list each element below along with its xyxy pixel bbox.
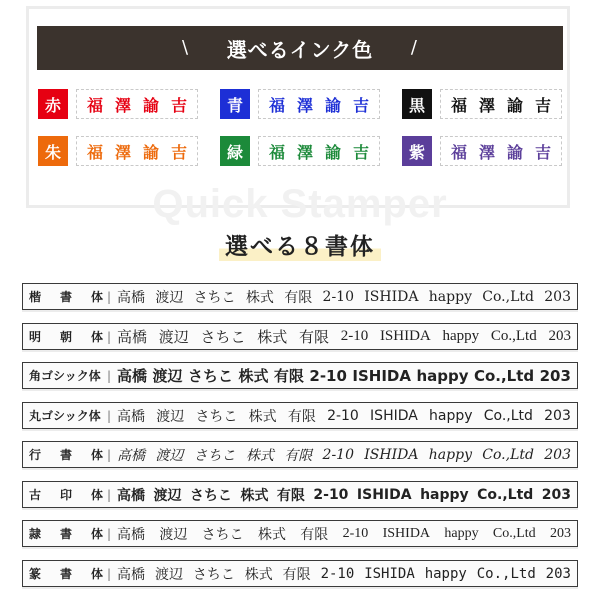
ink-sample-char: 福 [450,142,467,162]
ink-color-sample [440,89,562,119]
font-sample [117,524,577,544]
font-sample [117,365,577,386]
font-sample-word: Co.,Ltd [477,486,534,503]
font-name-char: 体 [90,448,103,462]
font-sample-word: happy [424,565,467,582]
ink-sample-char: 澤 [478,95,495,115]
font-sample-word: 203 [544,407,571,424]
font-sample-word: 203 [548,328,571,344]
font-sample-word: ISHIDA [364,446,419,463]
font-name [23,288,107,305]
font-sample-word: 渡辺 [156,408,185,425]
ink-color-swatch: 紫 [402,136,432,166]
ink-color-swatch: 緑 [220,136,250,166]
font-sample-word: 有限 [284,289,313,306]
ink-sample-char: 福 [86,142,103,162]
font-sample-word: 渡辺 [155,447,184,464]
font-sample-word: ISHIDA [364,565,415,582]
font-sample-word: 高橋 [117,487,146,504]
font-sample-word: Co.,Ltd [482,288,534,305]
font-sample-word: happy [420,486,469,503]
font-sample-word: ISHIDA [370,407,418,424]
font-sample-word: 203 [545,565,571,582]
font-sample-word: 渡辺 [158,330,189,346]
font-sample-word: 有限 [287,408,316,425]
ink-sample-char: 吉 [170,95,187,115]
ink-sample-char: 福 [268,142,285,162]
font-sample [117,445,577,465]
ink-sample-char: 吉 [170,142,187,162]
ink-color-sample [258,136,380,166]
font-sample-word: 2-10 [340,328,369,344]
font-sample-word: happy [416,366,469,385]
font-sample-word: 2-10 [322,446,354,463]
font-name-char: 体 [90,567,103,581]
font-name [23,407,107,424]
ink-sample-char: 吉 [352,142,369,162]
font-name-char: 丸ゴシック体 [29,409,101,423]
font-sample-word: 有限 [284,447,313,464]
font-sample-word: さちこ [193,447,236,464]
font-row-separator: | [107,329,112,344]
font-sample-word: 高橋 [117,527,146,543]
font-row [22,362,578,389]
font-sample-word: Co.,Ltd [483,407,533,424]
ink-color-sample [258,89,380,119]
font-sample-word: さちこ [189,487,232,504]
font-name-char: 明 [29,330,42,344]
font-sample-word: 2-10 [342,525,369,541]
font-row-separator: | [107,368,112,383]
font-sample-word: 渡辺 [159,527,188,543]
font-sample-word: 渡辺 [155,289,184,306]
font-sample-word: Co.,Ltd [476,565,536,582]
font-name [23,525,107,542]
font-sample-word: 株式 [238,367,269,385]
font-row-separator: | [107,526,112,541]
font-sample [117,326,577,347]
font-sample-word: 2-10 [322,288,354,305]
ink-sample-char: 福 [86,95,103,115]
font-sample-word: さちこ [192,566,235,583]
font-section-title: 選べる８書体 [219,228,381,261]
font-name-char: 体 [90,488,103,502]
font-sample-word: さちこ [195,408,238,425]
font-sample-word: 2-10 [327,407,359,424]
ink-sample-char: 諭 [506,95,523,115]
font-sample-word: happy [442,328,480,344]
font-sample-word: さちこ [193,289,236,306]
font-sample-word: ISHIDA [379,328,431,344]
ink-section-title: 選べるインク色 [226,37,374,62]
font-row [22,323,578,350]
font-sample-word: 高橋 [117,408,146,425]
font-section-heading [0,228,600,261]
ink-color-item [38,136,198,168]
font-sample-word: happy [429,407,473,424]
font-sample-word: Co.,Ltd [482,446,534,463]
font-row [22,481,578,508]
ink-color-sample [76,136,198,166]
font-name-char: 書 [59,290,72,304]
font-name-char: 書 [59,448,72,462]
font-sample-word: 渡辺 [153,487,182,504]
ink-color-swatch: 黒 [402,89,432,119]
font-name-char: 楷 [29,290,42,304]
ink-color-item [220,136,380,168]
font-sample-word: happy [428,446,472,463]
font-sample-word: 有限 [273,367,304,385]
font-sample-word: 2-10 [320,565,355,582]
font-row [22,283,578,310]
ink-sample-char: 澤 [478,142,495,162]
font-sample [117,287,577,307]
font-name [23,367,107,384]
font-sample-word: 株式 [257,330,288,346]
font-row [22,520,578,547]
font-sample-word: さちこ [200,330,246,346]
ink-color-item [402,89,562,121]
font-sample-word: さちこ [201,527,244,543]
font-name [23,565,107,582]
ink-sample-char: 諭 [506,142,523,162]
font-sample-word: ISHIDA [356,486,412,503]
ink-sample-char: 澤 [296,95,313,115]
font-sample-word: ISHIDA [364,288,419,305]
font-sample [117,564,577,584]
font-sample-word: 高橋 [117,330,148,346]
font-sample-word: Co.,Ltd [473,366,535,385]
font-sample-word: 株式 [245,447,274,464]
ink-section-banner [37,26,563,70]
font-name [23,328,107,345]
font-row-separator: | [107,447,112,462]
font-name-char: 書 [59,527,72,541]
font-sample-word: さちこ [187,367,233,385]
font-name-char: 行 [29,448,42,462]
font-row [22,402,578,429]
font-sample-word: 渡辺 [152,367,183,385]
ink-sample-char: 吉 [352,95,369,115]
ink-color-grid [38,89,562,169]
ink-color-swatch: 赤 [38,89,68,119]
ink-sample-char: 諭 [142,95,159,115]
font-row-separator: | [107,289,112,304]
font-name-char: 篆 [29,567,42,581]
font-name-char: 体 [90,290,103,304]
ink-color-item [220,89,380,121]
font-sample-word: 高橋 [117,289,146,306]
font-name-char: 体 [90,527,103,541]
font-sample-word: 有限 [298,330,329,346]
watermark: Quick Stamper [152,182,448,226]
font-sample-word: happy [444,525,479,541]
font-sample-word: 株式 [240,487,269,504]
banner-slash-right: / [410,37,418,58]
font-sample-word: Co.,Ltd [490,328,537,344]
font-row [22,560,578,587]
font-row-separator: | [107,566,112,581]
ink-color-sample [76,89,198,119]
font-row [22,441,578,468]
font-sample-word: 203 [549,525,571,541]
ink-color-item [402,136,562,168]
font-name-char: 古 [29,488,42,502]
font-name-char: 角ゴシック体 [29,369,101,383]
ink-color-swatch: 青 [220,89,250,119]
ink-sample-char: 吉 [534,95,551,115]
font-row-separator: | [107,487,112,502]
ink-sample-char: 澤 [114,142,131,162]
font-sample-word: ISHIDA [352,366,411,385]
ink-color-sample [440,136,562,166]
banner-slash-left: \ [182,37,190,58]
ink-color-swatch: 朱 [38,136,68,166]
font-sample-word: 株式 [257,527,286,543]
font-name [23,486,107,503]
font-name [23,446,107,463]
font-sample-word: 高橋 [117,447,146,464]
ink-sample-char: 諭 [142,142,159,162]
font-name-char: 体 [90,330,103,344]
font-sample-word: 203 [544,446,571,463]
font-name-char: 書 [59,567,72,581]
font-sample-word: 株式 [248,408,277,425]
font-sample-word: 渡辺 [154,566,183,583]
ink-sample-char: 諭 [324,95,341,115]
font-sample-word: happy [428,288,472,305]
font-name-char: 隷 [29,527,42,541]
font-sample [117,406,577,426]
font-name-char: 印 [59,488,72,502]
font-sample [117,485,577,505]
font-sample-word: ISHIDA [382,525,431,541]
font-sample-word: 有限 [300,527,329,543]
font-sample-word: 有限 [282,566,311,583]
font-sample-word: 株式 [245,289,274,306]
ink-sample-char: 福 [450,95,467,115]
font-sample-word: 203 [541,486,571,503]
font-sample-word: 203 [544,288,571,305]
ink-sample-char: 澤 [114,95,131,115]
font-sample-word: 2-10 [309,366,347,385]
font-sample-word: Co.,Ltd [492,525,536,541]
ink-color-item [38,89,198,121]
ink-sample-char: 福 [268,95,285,115]
ink-sample-char: 澤 [296,142,313,162]
ink-sample-char: 諭 [324,142,341,162]
font-sample-word: 2-10 [313,486,349,503]
font-sample-word: 高橋 [117,367,148,385]
font-sample-word: 株式 [244,566,273,583]
font-sample-word: 高橋 [117,566,146,583]
ink-sample-char: 吉 [534,142,551,162]
font-sample-word: 有限 [276,487,305,504]
font-row-separator: | [107,408,112,423]
font-sample-word: 203 [539,366,571,385]
font-name-char: 朝 [59,330,72,344]
